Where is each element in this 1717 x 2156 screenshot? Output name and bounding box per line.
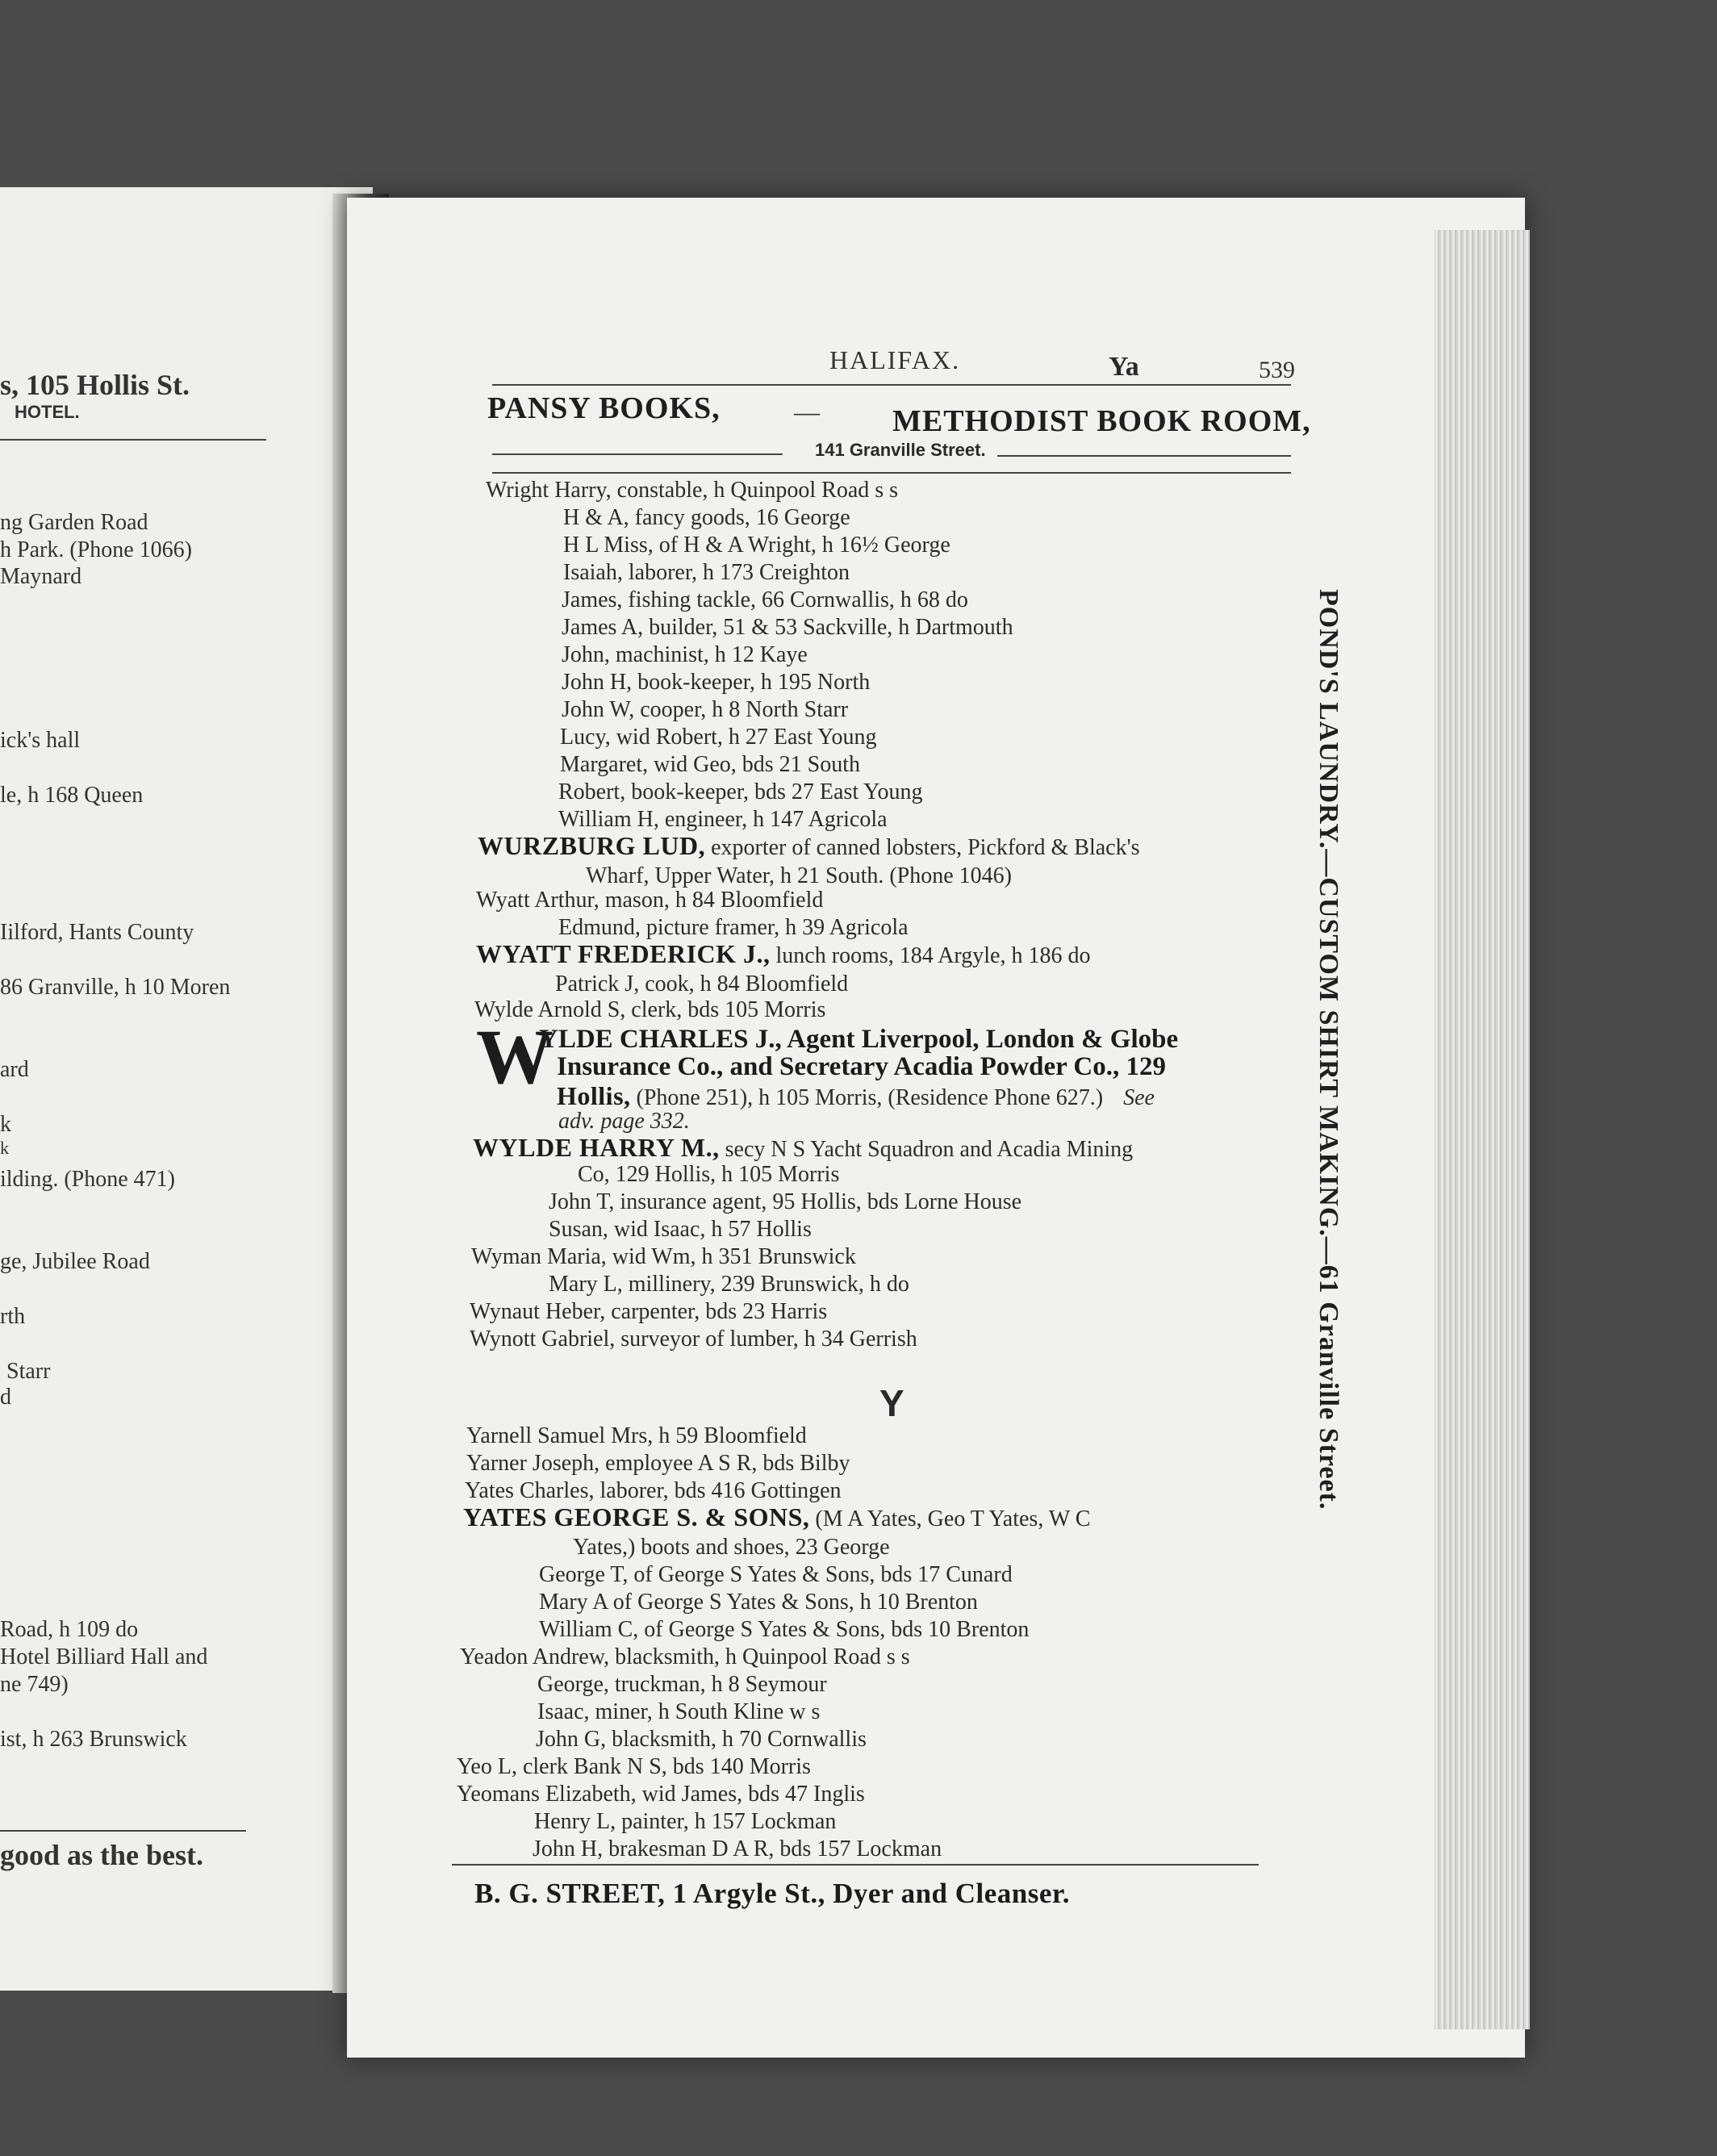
left-line: rth xyxy=(0,1304,26,1329)
directory-entry: Patrick J, cook, h 84 Bloomfield xyxy=(555,971,849,997)
wylde-charles-line-2: Insurance Co., and Secretary Acadia Powder Co., 129 xyxy=(557,1052,1167,1081)
directory-entry: Yeo L, clerk Bank N S, bds 140 Morris xyxy=(457,1754,811,1779)
directory-entry: James, fishing tackle, 66 Cornwallis, h 68 do xyxy=(562,587,968,612)
left-line: k xyxy=(0,1138,9,1158)
left-line: 86 Granville, h 10 Moren xyxy=(0,975,231,1000)
directory-entry: Mary A of George S Yates & Sons, h 10 Brenton xyxy=(539,1590,978,1615)
left-rule xyxy=(0,439,266,441)
left-line: ge, Jubilee Road xyxy=(0,1249,150,1274)
directory-entry: George, truckman, h 8 Seymour xyxy=(537,1672,827,1697)
bold-name: WURZBURG LUD, xyxy=(478,831,706,860)
directory-entry: Wylde Arnold S, clerk, bds 105 Morris xyxy=(474,997,826,1022)
left-line: ist, h 263 Brunswick xyxy=(0,1727,187,1752)
directory-entry: Yates Charles, laborer, bds 416 Gottingen xyxy=(465,1478,842,1503)
directory-entry: John W, cooper, h 8 North Starr xyxy=(562,697,849,722)
running-head-city: HALIFAX. xyxy=(829,345,961,374)
directory-entry: Margaret, wid Geo, bds 21 South xyxy=(560,752,860,777)
top-ad-address: 141 Granville Street. xyxy=(815,440,986,460)
directory-entry: Yarnell Samuel Mrs, h 59 Bloomfield xyxy=(466,1423,807,1448)
left-line: s, 105 Hollis St. xyxy=(0,369,190,401)
directory-entry: Wharf, Upper Water, h 21 South. (Phone 1046) xyxy=(586,863,1012,888)
directory-entry: Wynaut Heber, carpenter, bds 23 Harris xyxy=(470,1299,828,1324)
left-line: h Park. (Phone 1066) xyxy=(0,537,192,562)
directory-entry: William C, of George S Yates & Sons, bds 10 Brenton xyxy=(539,1617,1030,1642)
entry-text: exporter of canned lobsters, Pickford & Black's xyxy=(711,835,1140,860)
bold-name: WYATT FREDERICK J., xyxy=(476,939,771,968)
entry-text: See xyxy=(1123,1085,1155,1110)
page-edges xyxy=(1435,230,1530,2029)
left-line: le, h 168 Queen xyxy=(0,783,144,808)
top-ad-rule-right xyxy=(997,455,1291,457)
entry-text: lunch rooms, 184 Argyle, h 186 do xyxy=(775,943,1091,968)
bold-name: Hollis, xyxy=(557,1081,631,1110)
top-ad-rule-bottom xyxy=(492,472,1291,474)
directory-entry: Co, 129 Hollis, h 105 Morris xyxy=(578,1162,840,1187)
side-ad: POND'S LAUNDRY.—CUSTOM SHIRT MAKING.—61 Granville Street. xyxy=(1314,589,1343,1510)
directory-entry: Yates,) boots and shoes, 23 George xyxy=(573,1535,890,1560)
directory-entry: Yarner Joseph, employee A S R, bds Bilby xyxy=(466,1451,850,1476)
left-page xyxy=(0,187,373,1991)
header-rule xyxy=(492,384,1291,386)
directory-entry: Wyman Maria, wid Wm, h 351 Brunswick xyxy=(471,1244,856,1269)
directory-entry: John G, blacksmith, h 70 Cornwallis xyxy=(536,1727,867,1752)
entry-text: (Phone 251), h 105 Morris, (Residence Phone 627.) xyxy=(636,1085,1104,1110)
directory-entry: Edmund, picture framer, h 39 Agricola xyxy=(558,915,909,940)
bold-name: WYLDE HARRY M., xyxy=(473,1133,720,1162)
running-head-letters: Ya xyxy=(1109,352,1139,382)
section-letter: Y xyxy=(879,1382,904,1424)
directory-entry: James A, builder, 51 & 53 Sackville, h Dartmouth xyxy=(562,615,1013,640)
adv-reference: adv. page 332. xyxy=(558,1109,690,1134)
directory-entry: John H, book-keeper, h 195 North xyxy=(562,670,871,695)
directory-entry: William H, engineer, h 147 Agricola xyxy=(558,807,888,832)
entry-text: (M A Yates, Geo T Yates, W C xyxy=(815,1506,1091,1531)
left-rule xyxy=(0,1830,246,1832)
directory-entry: Henry L, painter, h 157 Lockman xyxy=(534,1809,837,1834)
entry-text: secy N S Yacht Squadron and Acadia Mining xyxy=(725,1137,1134,1162)
left-line: Maynard xyxy=(0,564,82,589)
left-line: k xyxy=(0,1112,11,1137)
directory-entry: John H, brakesman D A R, bds 157 Lockman xyxy=(533,1836,942,1861)
directory-entry: Wynott Gabriel, surveyor of lumber, h 34 Gerrish xyxy=(470,1327,917,1352)
directory-entry: Isaac, miner, h South Kline w s xyxy=(537,1699,821,1724)
wylde-charles-line-3 xyxy=(557,1081,1155,1111)
directory-entry: John T, insurance agent, 95 Hollis, bds Lorne House xyxy=(549,1189,1022,1214)
left-line: ard xyxy=(0,1057,29,1082)
left-line: Starr xyxy=(6,1359,51,1384)
directory-entry: Yeomans Elizabeth, wid James, bds 47 Inglis xyxy=(457,1782,865,1807)
directory-entry-wyatt xyxy=(476,939,1090,969)
page-number: 539 xyxy=(1259,357,1295,383)
left-line: good as the best. xyxy=(0,1839,204,1871)
directory-entry: Yeadon Andrew, blacksmith, h Quinpool Road s s xyxy=(460,1644,910,1669)
top-ad-rule-left xyxy=(492,453,783,455)
directory-entry-wurzburg xyxy=(478,831,1140,861)
directory-entry: Robert, book-keeper, bds 27 East Young xyxy=(558,779,923,804)
top-ad-dash: — xyxy=(794,397,820,426)
left-line: Iilford, Hants County xyxy=(0,920,194,945)
left-line: ick's hall xyxy=(0,728,81,753)
bottom-ad: B. G. STREET, 1 Argyle St., Dyer and Cleanser. xyxy=(474,1878,1070,1909)
directory-entry: H & A, fancy goods, 16 George xyxy=(563,505,850,530)
directory-entry-yates-george xyxy=(463,1502,1090,1532)
directory-entry: Isaiah, laborer, h 173 Creighton xyxy=(563,560,850,585)
left-line: HOTEL. xyxy=(15,402,80,422)
left-line: Road, h 109 do xyxy=(0,1617,139,1642)
directory-entry: Mary L, millinery, 239 Brunswick, h do xyxy=(549,1272,909,1297)
directory-entry: Lucy, wid Robert, h 27 East Young xyxy=(560,725,877,750)
directory-entry: John, machinist, h 12 Kaye xyxy=(562,642,808,667)
directory-entry: H L Miss, of H & A Wright, h 16½ George xyxy=(563,533,950,558)
wylde-charles-line-1: YLDE CHARLES J., Agent Liverpool, London & Globe xyxy=(539,1025,1179,1054)
left-line: ne 749) xyxy=(0,1672,69,1697)
directory-entry: Wyatt Arthur, mason, h 84 Bloomfield xyxy=(476,888,824,913)
directory-entry: Susan, wid Isaac, h 57 Hollis xyxy=(549,1217,812,1242)
top-ad-right: METHODIST BOOK ROOM, xyxy=(892,404,1311,438)
bottom-ad-rule xyxy=(452,1864,1259,1866)
drop-cap-w: W xyxy=(476,1013,554,1100)
directory-entry: Wright Harry, constable, h Quinpool Road s s xyxy=(486,478,899,503)
left-line: ilding. (Phone 471) xyxy=(0,1167,175,1192)
left-line: ng Garden Road xyxy=(0,510,148,535)
directory-entry-wylde-harry xyxy=(473,1133,1133,1163)
bold-name: YATES GEORGE S. & SONS, xyxy=(463,1502,810,1531)
left-line: d xyxy=(0,1385,11,1410)
left-line: Hotel Billiard Hall and xyxy=(0,1644,208,1669)
top-ad-left: PANSY BOOKS, xyxy=(487,391,721,425)
directory-entry: George T, of George S Yates & Sons, bds 17 Cunard xyxy=(539,1562,1013,1587)
